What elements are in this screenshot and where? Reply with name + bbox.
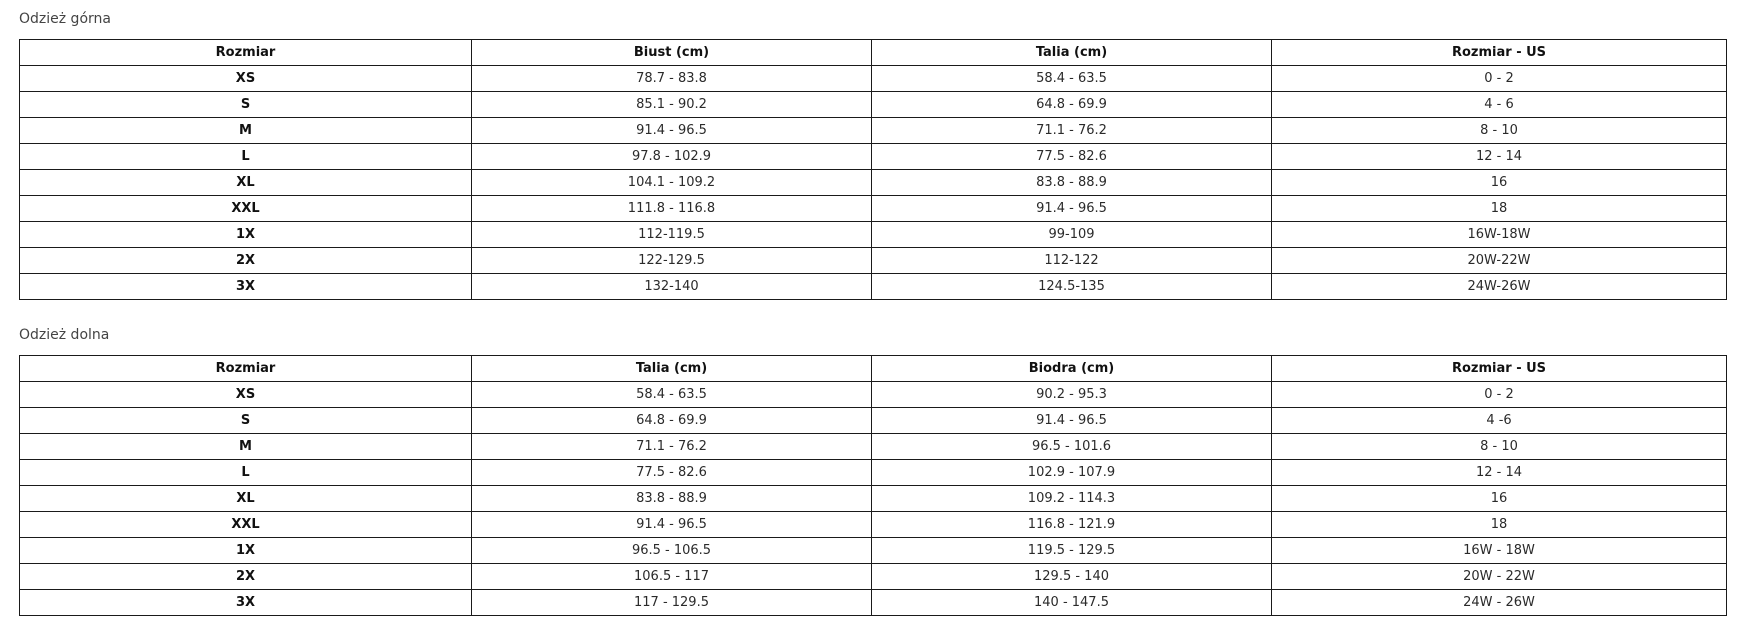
- size-table-top: [19, 39, 1727, 300]
- table-cell-us-size: 18: [1272, 196, 1727, 222]
- table-cell-us-size: 0 - 2: [1272, 66, 1727, 92]
- table-cell-col2: 77.5 - 82.6: [472, 460, 872, 486]
- table-cell-size: 2X: [20, 564, 472, 590]
- table-cell-size: S: [20, 408, 472, 434]
- table-cell-col2: 83.8 - 88.9: [472, 486, 872, 512]
- table-row: [20, 118, 1727, 144]
- table-row: [20, 382, 1727, 408]
- table-cell-col3: 64.8 - 69.9: [872, 92, 1272, 118]
- section-title-bottom: Odzież dolna: [19, 327, 110, 343]
- table-cell-us-size: 16: [1272, 170, 1727, 196]
- table-cell-col3: 58.4 - 63.5: [872, 66, 1272, 92]
- table-cell-us-size: 16W - 18W: [1272, 538, 1727, 564]
- table-cell-us-size: 4 -6: [1272, 408, 1727, 434]
- table-cell-size: 3X: [20, 274, 472, 300]
- table-cell-col2: 58.4 - 63.5: [472, 382, 872, 408]
- table-cell-us-size: 20W - 22W: [1272, 564, 1727, 590]
- column-header-us-size: Rozmiar - US: [1272, 356, 1727, 382]
- table-row: [20, 512, 1727, 538]
- section-title-top: Odzież górna: [19, 11, 111, 27]
- table-cell-col2: 117 - 129.5: [472, 590, 872, 616]
- table-cell-col3: 91.4 - 96.5: [872, 196, 1272, 222]
- table-cell-col3: 119.5 - 129.5: [872, 538, 1272, 564]
- table-cell-size: XS: [20, 382, 472, 408]
- table-cell-col3: 116.8 - 121.9: [872, 512, 1272, 538]
- table-cell-us-size: 4 - 6: [1272, 92, 1727, 118]
- table-cell-col3: 129.5 - 140: [872, 564, 1272, 590]
- column-header-size: Rozmiar: [20, 40, 472, 66]
- table-cell-size: XL: [20, 486, 472, 512]
- table-cell-us-size: 24W-26W: [1272, 274, 1727, 300]
- table-cell-size: 3X: [20, 590, 472, 616]
- table-cell-col2: 91.4 - 96.5: [472, 118, 872, 144]
- table-cell-col3: 91.4 - 96.5: [872, 408, 1272, 434]
- table-cell-us-size: 8 - 10: [1272, 434, 1727, 460]
- table-row: [20, 66, 1727, 92]
- column-header-col3: Talia (cm): [872, 40, 1272, 66]
- table-cell-size: M: [20, 118, 472, 144]
- table-cell-col2: 132-140: [472, 274, 872, 300]
- table-cell-col3: 112-122: [872, 248, 1272, 274]
- table-cell-col2: 96.5 - 106.5: [472, 538, 872, 564]
- table-row: [20, 248, 1727, 274]
- table-cell-size: XS: [20, 66, 472, 92]
- table-cell-col3: 99-109: [872, 222, 1272, 248]
- table-cell-col2: 71.1 - 76.2: [472, 434, 872, 460]
- table-cell-col2: 78.7 - 83.8: [472, 66, 872, 92]
- column-header-size: Rozmiar: [20, 356, 472, 382]
- table-row: [20, 222, 1727, 248]
- size-table-bottom: [19, 355, 1727, 616]
- table-cell-size: XXL: [20, 512, 472, 538]
- table-cell-col2: 91.4 - 96.5: [472, 512, 872, 538]
- table-cell-col3: 96.5 - 101.6: [872, 434, 1272, 460]
- table-cell-us-size: 0 - 2: [1272, 382, 1727, 408]
- table-row: [20, 564, 1727, 590]
- column-header-us-size: Rozmiar - US: [1272, 40, 1727, 66]
- table-cell-size: XXL: [20, 196, 472, 222]
- table-cell-col2: 111.8 - 116.8: [472, 196, 872, 222]
- table-cell-col3: 83.8 - 88.9: [872, 170, 1272, 196]
- table-cell-col3: 102.9 - 107.9: [872, 460, 1272, 486]
- table-cell-col3: 90.2 - 95.3: [872, 382, 1272, 408]
- table-cell-col2: 122-129.5: [472, 248, 872, 274]
- table-cell-size: XL: [20, 170, 472, 196]
- table-cell-us-size: 16W-18W: [1272, 222, 1727, 248]
- table-cell-col2: 106.5 - 117: [472, 564, 872, 590]
- table-cell-us-size: 20W-22W: [1272, 248, 1727, 274]
- table-cell-size: M: [20, 434, 472, 460]
- table-cell-col3: 77.5 - 82.6: [872, 144, 1272, 170]
- table-cell-col3: 71.1 - 76.2: [872, 118, 1272, 144]
- table-cell-col2: 97.8 - 102.9: [472, 144, 872, 170]
- table-cell-us-size: 8 - 10: [1272, 118, 1727, 144]
- table-row: [20, 144, 1727, 170]
- table-cell-us-size: 18: [1272, 512, 1727, 538]
- column-header-col3: Biodra (cm): [872, 356, 1272, 382]
- table-row: [20, 590, 1727, 616]
- table-header-row: [20, 356, 1727, 382]
- table-cell-col2: 85.1 - 90.2: [472, 92, 872, 118]
- table-cell-size: 1X: [20, 538, 472, 564]
- table-cell-col2: 64.8 - 69.9: [472, 408, 872, 434]
- table-cell-size: L: [20, 460, 472, 486]
- table-cell-col3: 109.2 - 114.3: [872, 486, 1272, 512]
- table-cell-col2: 104.1 - 109.2: [472, 170, 872, 196]
- table-cell-us-size: 12 - 14: [1272, 144, 1727, 170]
- table-row: [20, 434, 1727, 460]
- table-row: [20, 538, 1727, 564]
- table-cell-col3: 140 - 147.5: [872, 590, 1272, 616]
- table-cell-us-size: 12 - 14: [1272, 460, 1727, 486]
- column-header-col2: Talia (cm): [472, 356, 872, 382]
- table-cell-col3: 124.5-135: [872, 274, 1272, 300]
- table-row: [20, 486, 1727, 512]
- table-cell-size: 1X: [20, 222, 472, 248]
- table-cell-us-size: 16: [1272, 486, 1727, 512]
- table-header-row: [20, 40, 1727, 66]
- column-header-col2: Biust (cm): [472, 40, 872, 66]
- table-row: [20, 92, 1727, 118]
- table-row: [20, 460, 1727, 486]
- table-cell-size: L: [20, 144, 472, 170]
- table-row: [20, 408, 1727, 434]
- table-row: [20, 274, 1727, 300]
- table-cell-col2: 112-119.5: [472, 222, 872, 248]
- table-row: [20, 170, 1727, 196]
- table-cell-size: S: [20, 92, 472, 118]
- table-row: [20, 196, 1727, 222]
- table-cell-size: 2X: [20, 248, 472, 274]
- table-cell-us-size: 24W - 26W: [1272, 590, 1727, 616]
